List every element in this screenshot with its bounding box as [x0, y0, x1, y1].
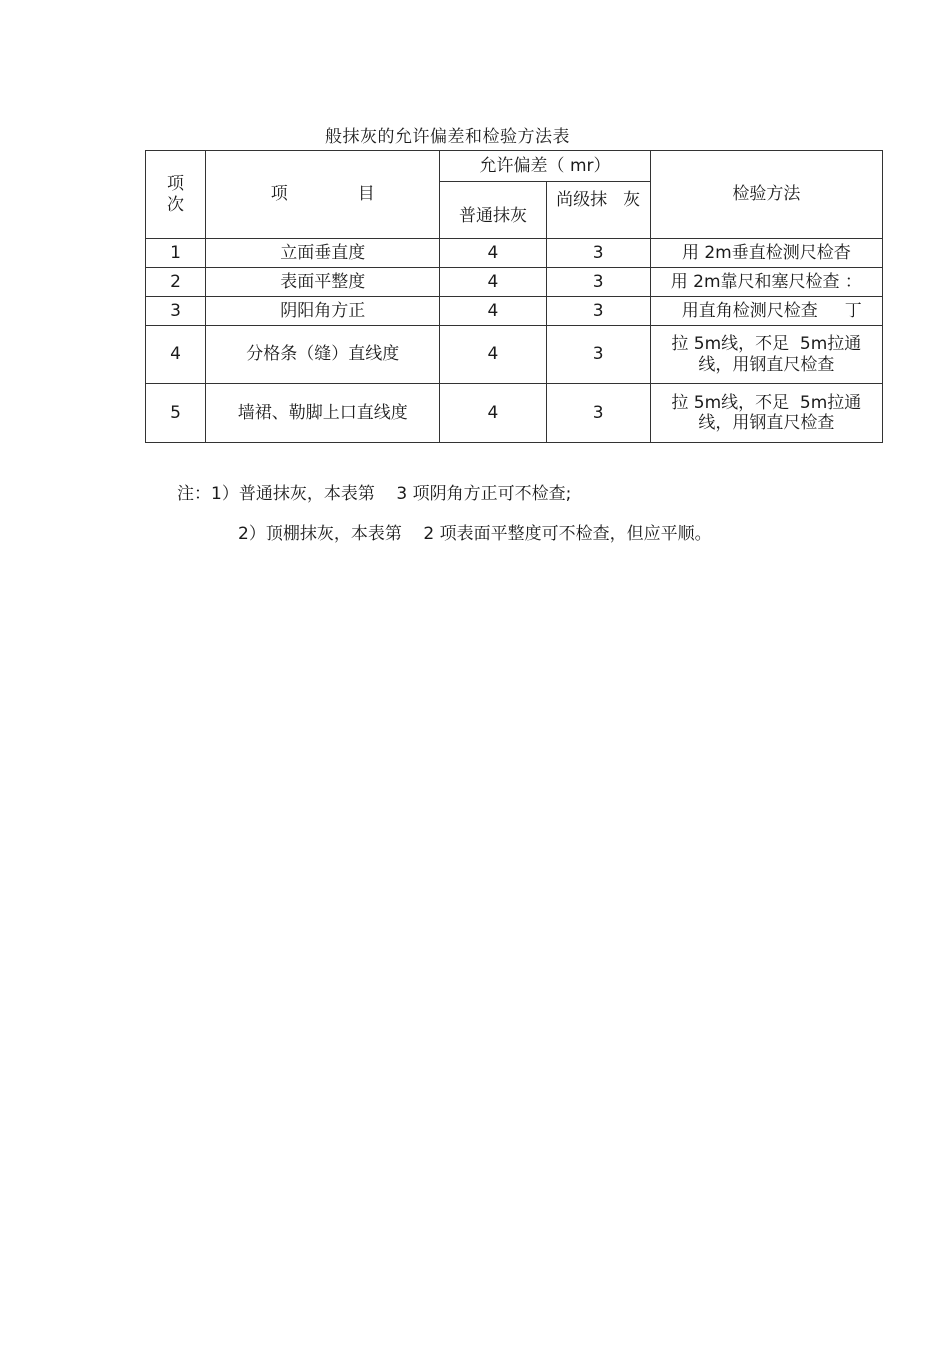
header-high-part2: 灰 [623, 189, 641, 210]
header-seq-line1: 项 [167, 174, 185, 195]
table-row [146, 326, 883, 384]
note-1: 注：1）普通抹灰，本表第 3 项阴角方正可不检查; [177, 484, 572, 504]
header-item [206, 151, 440, 239]
header-method: 检验方法 [650, 151, 882, 239]
table-row [146, 297, 883, 326]
row-high: 3 [546, 297, 650, 326]
row-normal: 4 [440, 239, 546, 268]
row-normal: 4 [440, 297, 546, 326]
row-method-line1: 拉 5m线，不足 5m拉通 [671, 334, 862, 355]
header-high-part1: 尚级抹 [556, 189, 608, 210]
row-method: 用 2m垂直检测尺检杳 [650, 239, 882, 268]
row-method: 用 2m靠尺和塞尺检查 ： [650, 268, 882, 297]
header-seq [146, 151, 206, 239]
row-high: 3 [546, 239, 650, 268]
header-item-part1: 项 [270, 184, 288, 205]
row-item: 分格条（缝）直线度 [206, 326, 440, 384]
row-seq: 3 [146, 297, 206, 326]
row-method-line2: 线，用钢直尺检查 [698, 413, 835, 433]
row-high: 3 [546, 384, 650, 443]
note-2: 2）顶棚抹灰，本表第 2 项表面平整度可不检查，但应平顺。 [238, 524, 712, 544]
row-high: 3 [546, 326, 650, 384]
tolerance-table [145, 150, 883, 443]
row-seq: 5 [146, 384, 206, 443]
row-normal: 4 [440, 326, 546, 384]
header-high [546, 182, 650, 239]
row-method [650, 384, 882, 443]
row-method-line1: 拉 5m线，不足 5m拉通 [671, 392, 862, 413]
table-row [146, 268, 883, 297]
table-header-row [146, 151, 883, 182]
row-seq: 2 [146, 268, 206, 297]
page-title: 般抹灰的允许偏差和检验方法表 [325, 127, 570, 147]
row-method-line2: 线，用钢直尺检查 [698, 354, 835, 375]
row-normal: 4 [440, 384, 546, 443]
header-item-part2: 目 [357, 184, 375, 205]
row-seq: 1 [146, 239, 206, 268]
row-normal: 4 [440, 268, 546, 297]
header-tolerance-group: 允许偏差（ mr） [440, 151, 650, 182]
row-high: 3 [546, 268, 650, 297]
row-method: 用直角检测尺检查 丁 [650, 297, 882, 326]
row-seq: 4 [146, 326, 206, 384]
table-row [146, 239, 883, 268]
row-item: 墙裙、勒脚上口直线度 [206, 384, 440, 443]
row-item: 阴阳角方正 [206, 297, 440, 326]
table-row [146, 384, 883, 443]
row-item: 表面平整度 [206, 268, 440, 297]
row-item: 立面垂直度 [206, 239, 440, 268]
header-seq-line2: 次 [167, 194, 185, 215]
row-method [650, 326, 882, 384]
header-normal: 普通抹灰 [440, 182, 546, 239]
